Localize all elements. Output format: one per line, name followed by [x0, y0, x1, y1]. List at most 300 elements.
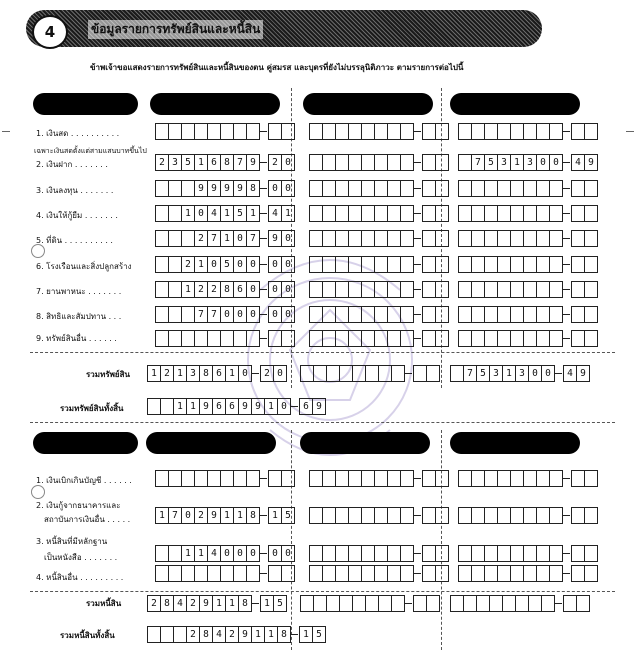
baht-digit-cell[interactable] — [155, 330, 169, 347]
satang-digit-cell[interactable]: 0 — [281, 256, 295, 273]
baht-digit-cell[interactable] — [387, 256, 401, 273]
baht-digit-cell[interactable] — [335, 154, 349, 171]
baht-digit-cell[interactable]: 0 — [536, 154, 550, 171]
baht-digit-cell[interactable] — [335, 205, 349, 222]
baht-digit-cell[interactable] — [168, 330, 182, 347]
baht-digit-cell[interactable] — [365, 595, 379, 612]
baht-digit-cell[interactable] — [549, 306, 563, 323]
baht-digit-cell[interactable] — [536, 545, 550, 562]
baht-digit-cell[interactable] — [458, 330, 472, 347]
satang-digit-cell[interactable]: 0 — [268, 281, 282, 298]
baht-digit-cell[interactable] — [352, 365, 366, 382]
baht-digit-cell[interactable] — [246, 470, 260, 487]
asset-value-boxes[interactable] — [155, 306, 294, 323]
baht-digit-cell[interactable] — [322, 565, 336, 582]
baht-digit-cell[interactable]: 0 — [246, 281, 260, 298]
baht-digit-cell[interactable] — [549, 545, 563, 562]
baht-digit-cell[interactable]: 9 — [207, 507, 221, 524]
asset-value-boxes[interactable] — [155, 180, 294, 197]
baht-digit-cell[interactable] — [374, 154, 388, 171]
baht-digit-cell[interactable]: 7 — [246, 230, 260, 247]
baht-digit-cell[interactable]: 4 — [207, 545, 221, 562]
baht-digit-cell[interactable] — [194, 123, 208, 140]
baht-digit-cell[interactable] — [155, 306, 169, 323]
baht-digit-cell[interactable] — [309, 470, 323, 487]
baht-digit-cell[interactable]: 9 — [233, 180, 247, 197]
baht-digit-cell[interactable] — [400, 205, 414, 222]
baht-digit-cell[interactable]: 5 — [476, 365, 490, 382]
baht-digit-cell[interactable] — [471, 306, 485, 323]
liability-total-boxes[interactable] — [147, 595, 286, 612]
baht-digit-cell[interactable] — [348, 180, 362, 197]
baht-digit-cell[interactable] — [322, 470, 336, 487]
satang-digit-cell[interactable] — [422, 281, 436, 298]
baht-digit-cell[interactable]: 0 — [246, 545, 260, 562]
baht-digit-cell[interactable] — [194, 330, 208, 347]
asset-value-boxes[interactable] — [309, 123, 448, 140]
baht-digit-cell[interactable]: 1 — [181, 545, 195, 562]
satang-digit-cell[interactable] — [413, 595, 427, 612]
baht-digit-cell[interactable]: 1 — [251, 626, 265, 643]
asset-total-boxes[interactable] — [300, 365, 439, 382]
baht-digit-cell[interactable]: 0 — [541, 365, 555, 382]
baht-digit-cell[interactable] — [335, 306, 349, 323]
baht-digit-cell[interactable]: 1 — [194, 256, 208, 273]
satang-digit-cell[interactable] — [571, 123, 585, 140]
baht-digit-cell[interactable]: 1 — [173, 365, 187, 382]
baht-digit-cell[interactable] — [549, 330, 563, 347]
baht-digit-cell[interactable] — [528, 595, 542, 612]
baht-digit-cell[interactable] — [246, 123, 260, 140]
baht-digit-cell[interactable] — [458, 230, 472, 247]
baht-digit-cell[interactable] — [387, 545, 401, 562]
baht-digit-cell[interactable] — [523, 123, 537, 140]
baht-digit-cell[interactable] — [339, 365, 353, 382]
satang-digit-cell[interactable]: 4 — [563, 365, 577, 382]
satang-digit-cell[interactable]: 0 — [281, 545, 295, 562]
baht-digit-cell[interactable] — [523, 281, 537, 298]
satang-digit-cell[interactable] — [435, 154, 449, 171]
baht-digit-cell[interactable]: 8 — [160, 595, 174, 612]
baht-digit-cell[interactable] — [458, 507, 472, 524]
baht-digit-cell[interactable] — [361, 565, 375, 582]
satang-digit-cell[interactable]: 1 — [260, 595, 274, 612]
baht-digit-cell[interactable] — [510, 256, 524, 273]
baht-digit-cell[interactable]: 5 — [233, 205, 247, 222]
baht-digit-cell[interactable]: 9 — [238, 626, 252, 643]
baht-digit-cell[interactable]: 8 — [199, 365, 213, 382]
baht-digit-cell[interactable]: 2 — [194, 281, 208, 298]
baht-digit-cell[interactable] — [335, 470, 349, 487]
baht-digit-cell[interactable] — [374, 180, 388, 197]
baht-digit-cell[interactable] — [536, 256, 550, 273]
asset-value-boxes[interactable] — [309, 330, 448, 347]
satang-digit-cell[interactable] — [422, 154, 436, 171]
baht-digit-cell[interactable] — [233, 330, 247, 347]
baht-digit-cell[interactable] — [348, 470, 362, 487]
baht-digit-cell[interactable] — [322, 230, 336, 247]
baht-digit-cell[interactable]: 0 — [233, 545, 247, 562]
baht-digit-cell[interactable]: 2 — [181, 256, 195, 273]
asset-value-boxes[interactable] — [155, 256, 294, 273]
satang-digit-cell[interactable]: 4 — [268, 205, 282, 222]
baht-digit-cell[interactable] — [510, 205, 524, 222]
baht-digit-cell[interactable] — [155, 205, 169, 222]
satang-digit-cell[interactable] — [584, 256, 598, 273]
baht-digit-cell[interactable] — [168, 470, 182, 487]
baht-digit-cell[interactable]: 2 — [225, 626, 239, 643]
baht-digit-cell[interactable] — [374, 123, 388, 140]
asset-total-boxes[interactable] — [147, 365, 286, 382]
baht-digit-cell[interactable] — [458, 545, 472, 562]
baht-digit-cell[interactable] — [523, 507, 537, 524]
baht-digit-cell[interactable]: 6 — [212, 398, 226, 415]
baht-digit-cell[interactable] — [168, 306, 182, 323]
baht-digit-cell[interactable] — [147, 398, 161, 415]
satang-digit-cell[interactable] — [435, 565, 449, 582]
satang-digit-cell[interactable]: 1 — [299, 626, 313, 643]
liability-value-boxes[interactable] — [309, 545, 448, 562]
baht-digit-cell[interactable] — [155, 470, 169, 487]
satang-digit-cell[interactable] — [571, 230, 585, 247]
baht-digit-cell[interactable] — [309, 154, 323, 171]
baht-digit-cell[interactable] — [497, 306, 511, 323]
baht-digit-cell[interactable]: 2 — [207, 281, 221, 298]
baht-digit-cell[interactable]: 1 — [264, 626, 278, 643]
baht-digit-cell[interactable] — [181, 230, 195, 247]
baht-digit-cell[interactable] — [194, 470, 208, 487]
satang-digit-cell[interactable] — [422, 330, 436, 347]
baht-digit-cell[interactable] — [155, 180, 169, 197]
baht-digit-cell[interactable] — [400, 123, 414, 140]
asset-value-boxes[interactable] — [309, 281, 448, 298]
baht-digit-cell[interactable] — [309, 306, 323, 323]
satang-digit-cell[interactable] — [422, 507, 436, 524]
satang-digit-cell[interactable]: 9 — [576, 365, 590, 382]
baht-digit-cell[interactable] — [497, 256, 511, 273]
satang-digit-cell[interactable] — [281, 330, 295, 347]
baht-digit-cell[interactable] — [484, 330, 498, 347]
baht-digit-cell[interactable]: 9 — [246, 154, 260, 171]
satang-digit-cell[interactable] — [426, 365, 440, 382]
baht-digit-cell[interactable]: 1 — [220, 230, 234, 247]
baht-digit-cell[interactable]: 1 — [155, 507, 169, 524]
liability-value-boxes[interactable] — [155, 507, 294, 524]
baht-digit-cell[interactable] — [374, 205, 388, 222]
baht-digit-cell[interactable] — [476, 595, 490, 612]
baht-digit-cell[interactable] — [400, 470, 414, 487]
baht-digit-cell[interactable] — [536, 180, 550, 197]
baht-digit-cell[interactable]: 8 — [220, 154, 234, 171]
baht-digit-cell[interactable] — [536, 306, 550, 323]
baht-digit-cell[interactable] — [348, 281, 362, 298]
baht-digit-cell[interactable]: 7 — [233, 154, 247, 171]
baht-digit-cell[interactable] — [207, 330, 221, 347]
satang-digit-cell[interactable] — [422, 205, 436, 222]
baht-digit-cell[interactable] — [536, 230, 550, 247]
baht-digit-cell[interactable]: 1 — [147, 365, 161, 382]
satang-digit-cell[interactable] — [571, 180, 585, 197]
satang-digit-cell[interactable] — [268, 565, 282, 582]
baht-digit-cell[interactable] — [361, 230, 375, 247]
satang-digit-cell[interactable]: 1 — [268, 507, 282, 524]
baht-digit-cell[interactable] — [484, 205, 498, 222]
baht-digit-cell[interactable] — [374, 507, 388, 524]
asset-value-boxes[interactable] — [309, 256, 448, 273]
baht-digit-cell[interactable]: 8 — [238, 595, 252, 612]
baht-digit-cell[interactable] — [181, 123, 195, 140]
baht-digit-cell[interactable] — [484, 180, 498, 197]
satang-digit-cell[interactable] — [422, 230, 436, 247]
baht-digit-cell[interactable] — [458, 123, 472, 140]
baht-digit-cell[interactable] — [510, 230, 524, 247]
asset-value-boxes[interactable] — [309, 230, 448, 247]
baht-digit-cell[interactable] — [471, 565, 485, 582]
satang-digit-cell[interactable] — [584, 306, 598, 323]
satang-digit-cell[interactable]: 2 — [268, 154, 282, 171]
satang-digit-cell[interactable] — [422, 565, 436, 582]
baht-digit-cell[interactable] — [458, 281, 472, 298]
satang-digit-cell[interactable] — [268, 123, 282, 140]
baht-digit-cell[interactable] — [549, 565, 563, 582]
baht-digit-cell[interactable] — [400, 545, 414, 562]
baht-digit-cell[interactable] — [168, 180, 182, 197]
satang-digit-cell[interactable]: 5 — [312, 626, 326, 643]
baht-digit-cell[interactable] — [233, 565, 247, 582]
satang-digit-cell[interactable] — [571, 281, 585, 298]
baht-digit-cell[interactable] — [471, 230, 485, 247]
baht-digit-cell[interactable] — [220, 565, 234, 582]
baht-digit-cell[interactable] — [484, 123, 498, 140]
baht-digit-cell[interactable]: 9 — [194, 180, 208, 197]
baht-digit-cell[interactable] — [365, 365, 379, 382]
liability-value-boxes[interactable] — [309, 507, 448, 524]
baht-digit-cell[interactable] — [549, 123, 563, 140]
baht-digit-cell[interactable] — [536, 470, 550, 487]
baht-digit-cell[interactable] — [322, 545, 336, 562]
baht-digit-cell[interactable] — [348, 256, 362, 273]
satang-digit-cell[interactable]: 0 — [281, 306, 295, 323]
baht-digit-cell[interactable] — [309, 281, 323, 298]
satang-digit-cell[interactable] — [584, 123, 598, 140]
baht-digit-cell[interactable] — [523, 230, 537, 247]
baht-digit-cell[interactable] — [484, 281, 498, 298]
baht-digit-cell[interactable] — [536, 123, 550, 140]
satang-digit-cell[interactable] — [422, 256, 436, 273]
baht-digit-cell[interactable] — [361, 180, 375, 197]
baht-digit-cell[interactable] — [541, 595, 555, 612]
satang-digit-cell[interactable] — [422, 306, 436, 323]
baht-digit-cell[interactable]: 1 — [225, 365, 239, 382]
satang-digit-cell[interactable] — [571, 330, 585, 347]
baht-digit-cell[interactable]: 9 — [199, 595, 213, 612]
satang-digit-cell[interactable] — [435, 507, 449, 524]
baht-digit-cell[interactable]: 0 — [246, 306, 260, 323]
baht-digit-cell[interactable] — [361, 507, 375, 524]
baht-digit-cell[interactable]: 3 — [523, 154, 537, 171]
baht-digit-cell[interactable] — [471, 470, 485, 487]
baht-digit-cell[interactable]: 2 — [160, 365, 174, 382]
baht-digit-cell[interactable] — [339, 595, 353, 612]
baht-digit-cell[interactable] — [309, 230, 323, 247]
baht-digit-cell[interactable]: 8 — [246, 180, 260, 197]
satang-digit-cell[interactable]: 5 — [281, 507, 295, 524]
baht-digit-cell[interactable]: 9 — [220, 180, 234, 197]
baht-digit-cell[interactable] — [168, 545, 182, 562]
baht-digit-cell[interactable] — [471, 545, 485, 562]
satang-digit-cell[interactable] — [563, 595, 577, 612]
baht-digit-cell[interactable]: 0 — [246, 256, 260, 273]
baht-digit-cell[interactable]: 0 — [194, 205, 208, 222]
liability-grand-total-boxes[interactable] — [147, 626, 325, 643]
baht-digit-cell[interactable] — [549, 281, 563, 298]
baht-digit-cell[interactable] — [309, 330, 323, 347]
baht-digit-cell[interactable] — [361, 256, 375, 273]
satang-digit-cell[interactable]: 9 — [268, 230, 282, 247]
baht-digit-cell[interactable] — [484, 565, 498, 582]
baht-digit-cell[interactable] — [160, 398, 174, 415]
satang-digit-cell[interactable] — [413, 365, 427, 382]
baht-digit-cell[interactable] — [510, 123, 524, 140]
baht-digit-cell[interactable] — [300, 595, 314, 612]
baht-digit-cell[interactable] — [387, 306, 401, 323]
liability-value-boxes[interactable] — [458, 545, 597, 562]
satang-digit-cell[interactable]: 0 — [281, 281, 295, 298]
baht-digit-cell[interactable] — [510, 565, 524, 582]
baht-digit-cell[interactable] — [246, 330, 260, 347]
baht-digit-cell[interactable] — [361, 545, 375, 562]
baht-digit-cell[interactable] — [400, 256, 414, 273]
baht-digit-cell[interactable] — [549, 256, 563, 273]
baht-digit-cell[interactable] — [309, 256, 323, 273]
satang-digit-cell[interactable] — [584, 470, 598, 487]
liability-value-boxes[interactable] — [155, 470, 294, 487]
baht-digit-cell[interactable]: 9 — [238, 398, 252, 415]
baht-digit-cell[interactable]: 1 — [233, 507, 247, 524]
baht-digit-cell[interactable] — [374, 470, 388, 487]
baht-digit-cell[interactable]: 0 — [528, 365, 542, 382]
baht-digit-cell[interactable] — [497, 507, 511, 524]
satang-digit-cell[interactable] — [571, 565, 585, 582]
baht-digit-cell[interactable] — [348, 154, 362, 171]
baht-digit-cell[interactable] — [155, 123, 169, 140]
baht-digit-cell[interactable] — [348, 123, 362, 140]
baht-digit-cell[interactable] — [155, 256, 169, 273]
baht-digit-cell[interactable] — [361, 205, 375, 222]
liability-total-boxes[interactable] — [450, 595, 589, 612]
baht-digit-cell[interactable] — [536, 281, 550, 298]
satang-digit-cell[interactable] — [435, 330, 449, 347]
asset-value-boxes[interactable] — [458, 330, 597, 347]
baht-digit-cell[interactable]: 3 — [515, 365, 529, 382]
satang-digit-cell[interactable] — [435, 281, 449, 298]
asset-value-boxes[interactable] — [155, 281, 294, 298]
baht-digit-cell[interactable] — [361, 281, 375, 298]
baht-digit-cell[interactable] — [374, 545, 388, 562]
baht-digit-cell[interactable] — [233, 470, 247, 487]
baht-digit-cell[interactable] — [300, 365, 314, 382]
baht-digit-cell[interactable] — [348, 230, 362, 247]
liability-value-boxes[interactable] — [309, 470, 448, 487]
baht-digit-cell[interactable] — [374, 306, 388, 323]
baht-digit-cell[interactable] — [484, 230, 498, 247]
baht-digit-cell[interactable] — [515, 595, 529, 612]
baht-digit-cell[interactable] — [207, 470, 221, 487]
baht-digit-cell[interactable] — [181, 565, 195, 582]
baht-digit-cell[interactable] — [233, 123, 247, 140]
baht-digit-cell[interactable] — [335, 123, 349, 140]
baht-digit-cell[interactable] — [471, 123, 485, 140]
liability-value-boxes[interactable] — [155, 565, 294, 582]
baht-digit-cell[interactable] — [458, 205, 472, 222]
baht-digit-cell[interactable] — [160, 626, 174, 643]
asset-value-boxes[interactable] — [458, 281, 597, 298]
baht-digit-cell[interactable] — [335, 230, 349, 247]
baht-digit-cell[interactable] — [458, 470, 472, 487]
baht-digit-cell[interactable]: 1 — [186, 398, 200, 415]
baht-digit-cell[interactable] — [471, 507, 485, 524]
baht-digit-cell[interactable]: 1 — [220, 205, 234, 222]
baht-digit-cell[interactable] — [181, 470, 195, 487]
baht-digit-cell[interactable] — [523, 205, 537, 222]
baht-digit-cell[interactable] — [387, 123, 401, 140]
satang-digit-cell[interactable] — [576, 595, 590, 612]
baht-digit-cell[interactable] — [322, 507, 336, 524]
baht-digit-cell[interactable] — [155, 230, 169, 247]
baht-digit-cell[interactable] — [387, 470, 401, 487]
baht-digit-cell[interactable] — [361, 330, 375, 347]
satang-digit-cell[interactable] — [584, 507, 598, 524]
baht-digit-cell[interactable] — [335, 545, 349, 562]
baht-digit-cell[interactable] — [309, 205, 323, 222]
baht-digit-cell[interactable] — [313, 595, 327, 612]
baht-digit-cell[interactable]: 0 — [233, 230, 247, 247]
baht-digit-cell[interactable]: 2 — [186, 626, 200, 643]
baht-digit-cell[interactable] — [497, 281, 511, 298]
baht-digit-cell[interactable]: 1 — [194, 545, 208, 562]
asset-value-boxes[interactable] — [155, 230, 294, 247]
satang-digit-cell[interactable]: 1 — [281, 205, 295, 222]
baht-digit-cell[interactable] — [510, 306, 524, 323]
baht-digit-cell[interactable] — [194, 565, 208, 582]
baht-digit-cell[interactable] — [322, 123, 336, 140]
baht-digit-cell[interactable]: 8 — [199, 626, 213, 643]
baht-digit-cell[interactable] — [497, 330, 511, 347]
baht-digit-cell[interactable]: 1 — [220, 507, 234, 524]
baht-digit-cell[interactable] — [309, 180, 323, 197]
baht-digit-cell[interactable] — [168, 281, 182, 298]
baht-digit-cell[interactable] — [168, 205, 182, 222]
baht-digit-cell[interactable] — [471, 180, 485, 197]
asset-value-boxes[interactable] — [155, 123, 294, 140]
baht-digit-cell[interactable]: 9 — [199, 398, 213, 415]
baht-digit-cell[interactable]: 2 — [155, 154, 169, 171]
baht-digit-cell[interactable] — [335, 507, 349, 524]
satang-digit-cell[interactable] — [281, 470, 295, 487]
asset-value-boxes[interactable] — [155, 154, 294, 171]
satang-digit-cell[interactable]: 5 — [273, 595, 287, 612]
satang-digit-cell[interactable] — [584, 545, 598, 562]
baht-digit-cell[interactable]: 2 — [194, 507, 208, 524]
satang-digit-cell[interactable] — [584, 180, 598, 197]
baht-digit-cell[interactable]: 3 — [489, 365, 503, 382]
satang-digit-cell[interactable] — [571, 470, 585, 487]
baht-digit-cell[interactable] — [326, 595, 340, 612]
satang-digit-cell[interactable] — [422, 180, 436, 197]
asset-value-boxes[interactable] — [309, 306, 448, 323]
baht-digit-cell[interactable] — [391, 365, 405, 382]
baht-digit-cell[interactable]: 4 — [212, 626, 226, 643]
